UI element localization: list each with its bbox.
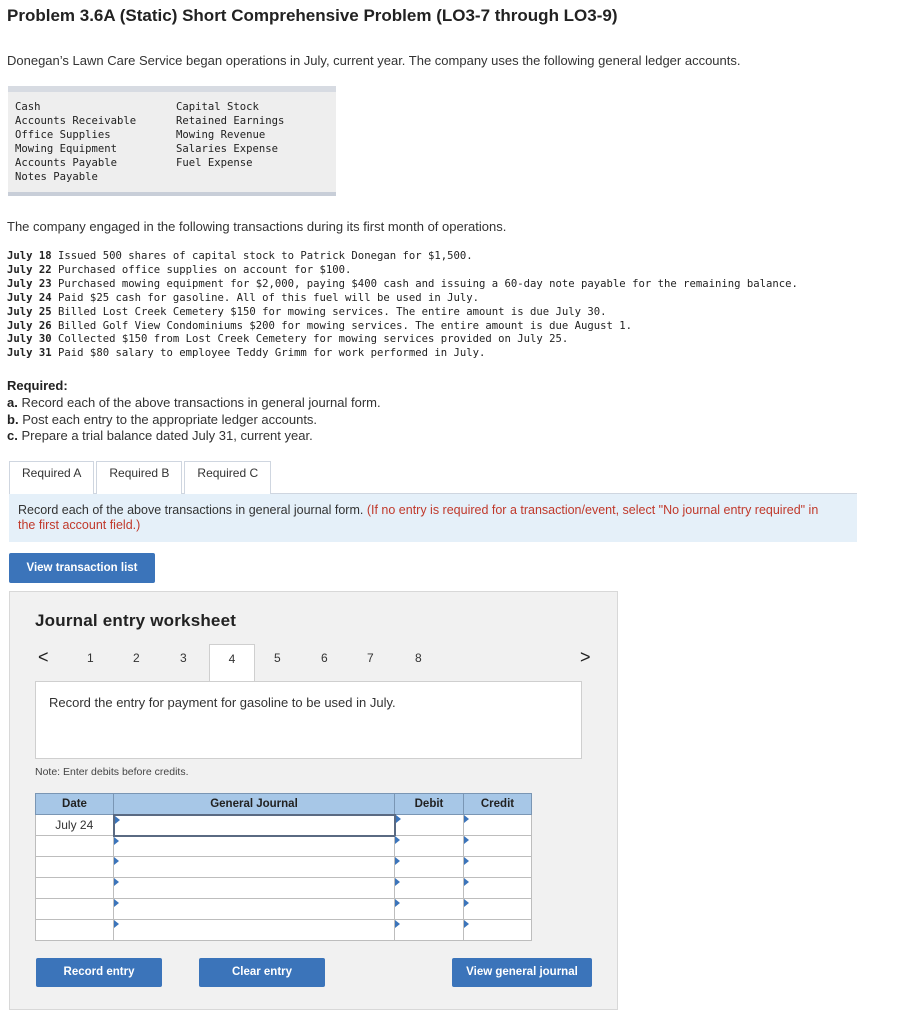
required-item-text: Post each entry to the appropriate ledger accounts. [22,411,318,427]
required-item [7,428,381,445]
transaction-list [7,250,798,361]
transaction-row [7,250,798,264]
account-select[interactable] [114,878,395,899]
transaction-date: July 18 [7,250,52,262]
problem-title: Problem 3.6A (Static) Short Comprehensive Problem (LO3-7 through LO3-9) [7,6,618,25]
transaction-text: Paid $80 salary to employee Teddy Grimm for work performed in July. [58,347,486,360]
credit-input[interactable] [464,920,532,941]
journal-row [36,878,532,899]
tab-required-c[interactable]: Required C [184,461,271,494]
journal-entry-worksheet [9,591,618,1010]
credit-input[interactable] [464,815,532,836]
account-item: Capital Stock [176,101,259,113]
account-item: Mowing Equipment [15,143,118,155]
account-select[interactable] [114,920,395,941]
record-entry-button[interactable]: Record entry [36,958,162,987]
page-4[interactable]: 4 [209,644,255,682]
transaction-date: July 30 [7,333,52,346]
date-cell: July 24 [36,815,114,836]
transaction-text: Purchased mowing equipment for $2,000, paying $400 cash and issuing a 60-day note payable for the remaining balance. [58,277,798,290]
date-header: Date [36,794,114,815]
page-5[interactable]: 5 [274,651,281,665]
required-item-label: b. [7,411,19,427]
page-2[interactable]: 2 [133,651,140,665]
journal-row [36,836,532,857]
debit-credit-note: Note: Enter debits before credits. [35,766,189,778]
accounts-column-2 [176,100,284,170]
entry-description: Record the entry for payment for gasoline to be used in July. [49,695,396,710]
instruction-main: Record each of the above transactions in general journal form. [18,503,364,517]
entry-description-box [35,681,582,759]
credit-input[interactable] [464,857,532,878]
required-item-text: Record each of the above transactions in general journal form. [21,395,381,410]
credit-input[interactable] [464,878,532,899]
page-8[interactable]: 8 [415,651,422,665]
debit-input[interactable] [395,920,464,941]
account-select[interactable] [114,899,395,920]
entry-pager [35,644,595,674]
transaction-row [7,278,798,292]
tab-required-b[interactable]: Required B [96,461,182,494]
view-transaction-list-button[interactable]: View transaction list [9,553,155,583]
transaction-date: July 26 [7,319,52,332]
instruction-note: (If no entry is required for a transaction/event, select "No journal entry required" in the first account field.) [18,503,819,532]
journal-row [36,815,532,836]
date-cell [36,899,114,920]
transaction-row [7,292,798,306]
transaction-text: Paid $25 cash for gasoline. All of this fuel will be used in July. [58,291,479,304]
credit-header: Credit [464,794,532,815]
required-heading: Required: [7,378,68,393]
date-cell [36,857,114,878]
page-1[interactable]: 1 [87,651,94,665]
transaction-row [7,306,798,320]
transaction-text: Purchased office supplies on account for $100. [58,263,352,276]
transaction-row [7,264,798,278]
journal-header-row [36,794,532,815]
accounts-list-box [8,86,336,196]
credit-input[interactable] [464,836,532,857]
account-select[interactable] [114,815,395,836]
credit-input[interactable] [464,899,532,920]
page-6[interactable]: 6 [321,651,328,665]
debit-input[interactable] [395,857,464,878]
debit-input[interactable] [395,836,464,857]
page-7[interactable]: 7 [367,651,374,665]
transaction-row [7,347,798,361]
debit-input[interactable] [395,899,464,920]
required-item-label: c. [7,428,18,443]
account-item: Office Supplies [15,129,111,141]
account-item: Retained Earnings [176,115,285,127]
account-item: Accounts Receivable [15,115,137,127]
required-item-text: Prepare a trial balance dated July 31, current year. [21,428,313,443]
account-item: Mowing Revenue [176,129,266,141]
journal-row [36,899,532,920]
debit-input[interactable] [395,815,464,836]
debit-input[interactable] [395,878,464,899]
next-arrow-icon[interactable]: > [580,647,591,667]
journal-row [36,857,532,878]
page-3[interactable]: 3 [180,651,187,665]
account-item: Fuel Expense [176,157,253,169]
intro-text: Donegan’s Lawn Care Service began operations in July, current year. The company uses the following general ledger accounts. [7,53,741,68]
journal-table [35,793,532,941]
transaction-text: Collected $150 from Lost Creek Cemetery for mowing services provided on July 25. [58,333,569,346]
transaction-text: Issued 500 shares of capital stock to Patrick Donegan for $1,500. [58,250,473,262]
account-item: Accounts Payable [15,157,118,169]
view-general-journal-button[interactable]: View general journal [452,958,592,987]
tab-required-a[interactable]: Required A [9,461,94,495]
required-list [7,395,381,445]
transaction-text: Billed Golf View Condominiums $200 for mowing services. The entire amount is due August 1. [58,319,633,332]
required-item [7,412,381,429]
date-cell [36,836,114,857]
instruction-text [18,503,838,533]
transaction-date: July 22 [7,263,52,276]
required-item [7,395,381,412]
transaction-text: Billed Lost Creek Cemetery $150 for mowing services. The entire amount is due July 30. [58,305,607,318]
journal-row [36,920,532,941]
clear-entry-button[interactable]: Clear entry [199,958,325,987]
general-journal-header: General Journal [114,794,395,815]
instruction-box [9,494,857,542]
accounts-column-1 [15,100,136,184]
account-select[interactable] [114,857,395,878]
transaction-date: July 24 [7,291,52,304]
date-cell [36,878,114,899]
transaction-date: July 23 [7,277,52,290]
transactions-intro: The company engaged in the following transactions during its first month of operations. [7,219,507,234]
transaction-date: July 31 [7,347,52,360]
date-cell [36,920,114,941]
account-item: Salaries Expense [176,143,279,155]
prev-arrow-icon[interactable]: < [38,647,49,667]
transaction-row [7,320,798,334]
account-item: Cash [15,101,41,113]
debit-header: Debit [395,794,464,815]
account-item: Notes Payable [15,171,98,183]
required-item-label: a. [7,395,18,410]
transaction-row [7,333,798,347]
worksheet-title: Journal entry worksheet [35,611,237,630]
account-select[interactable] [114,836,395,857]
required-tabs [9,461,273,494]
transaction-date: July 25 [7,305,52,318]
